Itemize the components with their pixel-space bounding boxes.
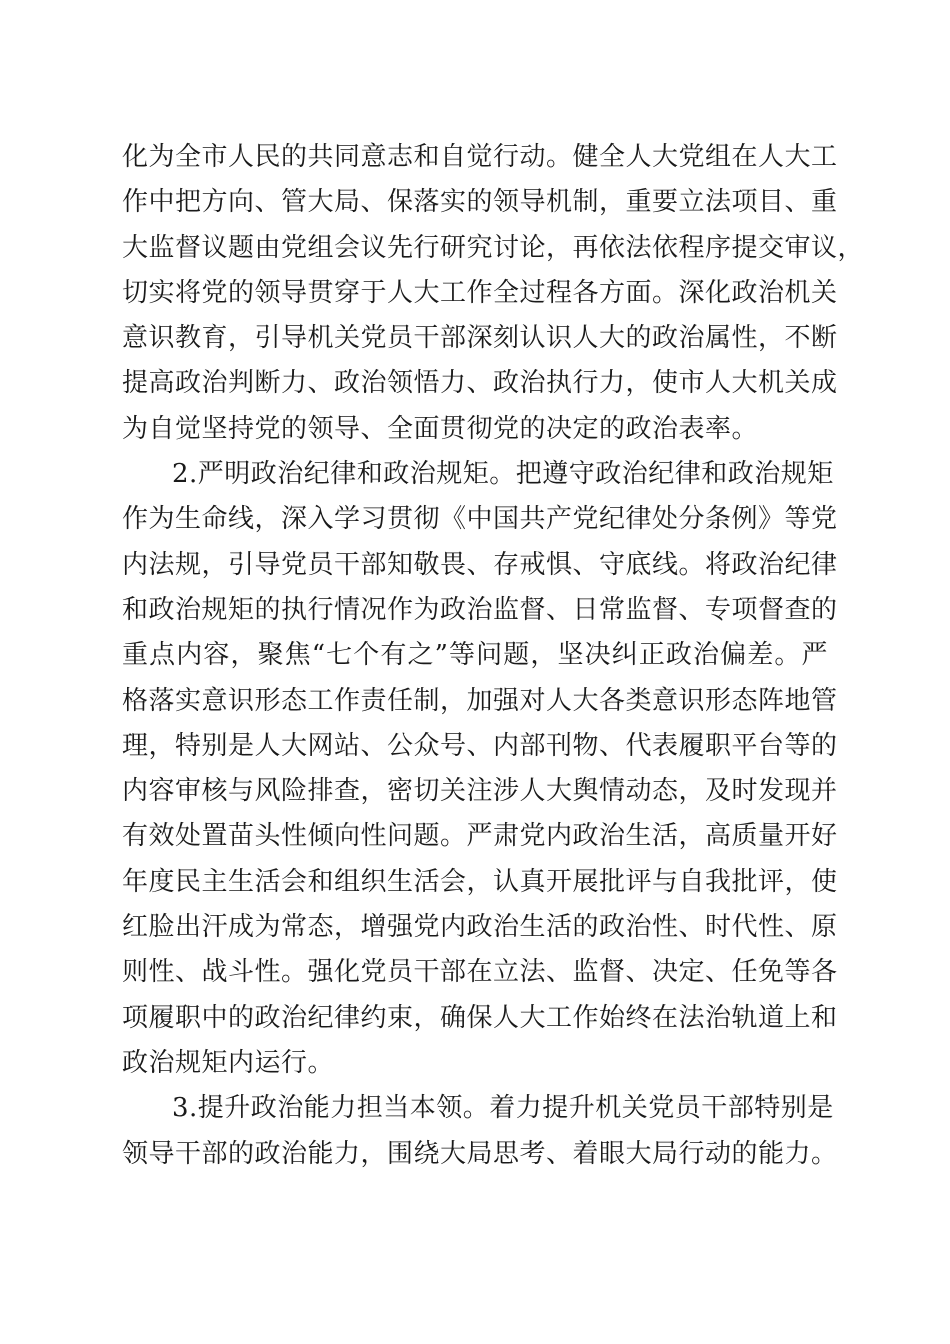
text-line: 内容审核与风险排查，密切关注涉人大舆情动态，及时发现并 [122,776,838,807]
text-line: 化为全市人民的共同意志和自觉行动。健全人大党组在人大工 [122,142,838,172]
paragraph-party-leadership [122,135,865,452]
paragraph-political-discipline [122,452,838,1086]
text-line: 领导干部的政治能力，围绕大局思考、着眼大局行动的能力。 [122,1138,838,1169]
text-line: 2.严明政治纪律和政治规矩。把遵守政治纪律和政治规矩 [172,459,834,490]
text-line: 格落实意识形态工作责任制，加强对人大各类意识形态阵地管 [122,685,838,716]
text-line: 内法规，引导党员干部知敬畏、存戒惧、守底线。将政治纪律 [122,549,838,580]
text-line: 大监督议题由党组会议先行研究讨论，再依法依程序提交审议， [122,232,865,263]
paragraph-political-capability [122,1086,838,1177]
text-line: 政治规矩内运行。 [122,1047,335,1078]
text-line: 作为生命线，深入学习贯彻《中国共产党纪律处分条例》等党 [122,504,838,535]
text-line: 项履职中的政治纪律约束，确保人大工作始终在法治轨道上和 [122,1002,838,1033]
text-line: 作中把方向、管大局、保落实的领导机制，重要立法项目、重 [122,187,838,218]
text-line: 意识教育，引导机关党员干部深刻认识人大的政治属性，不断 [122,323,838,354]
text-line: 提高政治判断力、政治领悟力、政治执行力，使市人大机关成 [122,368,838,399]
text-line: 切实将党的领导贯穿于人大工作全过程各方面。深化政治机关 [122,277,838,308]
text-line: 重点内容，聚焦“七个有之”等问题，坚决纠正政治偏差。严 [122,640,828,671]
text-line: 红脸出汗成为常态，增强党内政治生活的政治性、时代性、原 [122,912,838,943]
text-line: 理，特别是人大网站、公众号、内部刊物、代表履职平台等的 [122,730,838,761]
text-line: 有效处置苗头性倾向性问题。严肃党内政治生活，高质量开好 [122,821,838,852]
text-line: 和政治规矩的执行情况作为政治监督、日常监督、专项督查的 [122,594,838,625]
text-line: 3.提升政治能力担当本领。着力提升机关党员干部特别是 [172,1093,834,1124]
document-body [122,135,865,1177]
text-line: 为自觉坚持党的领导、全面贯彻党的决定的政治表率。 [122,413,759,444]
text-line: 则性、战斗性。强化党员干部在立法、监督、决定、任免等各 [122,957,838,988]
text-line: 年度民主生活会和组织生活会，认真开展批评与自我批评，使 [122,866,838,897]
